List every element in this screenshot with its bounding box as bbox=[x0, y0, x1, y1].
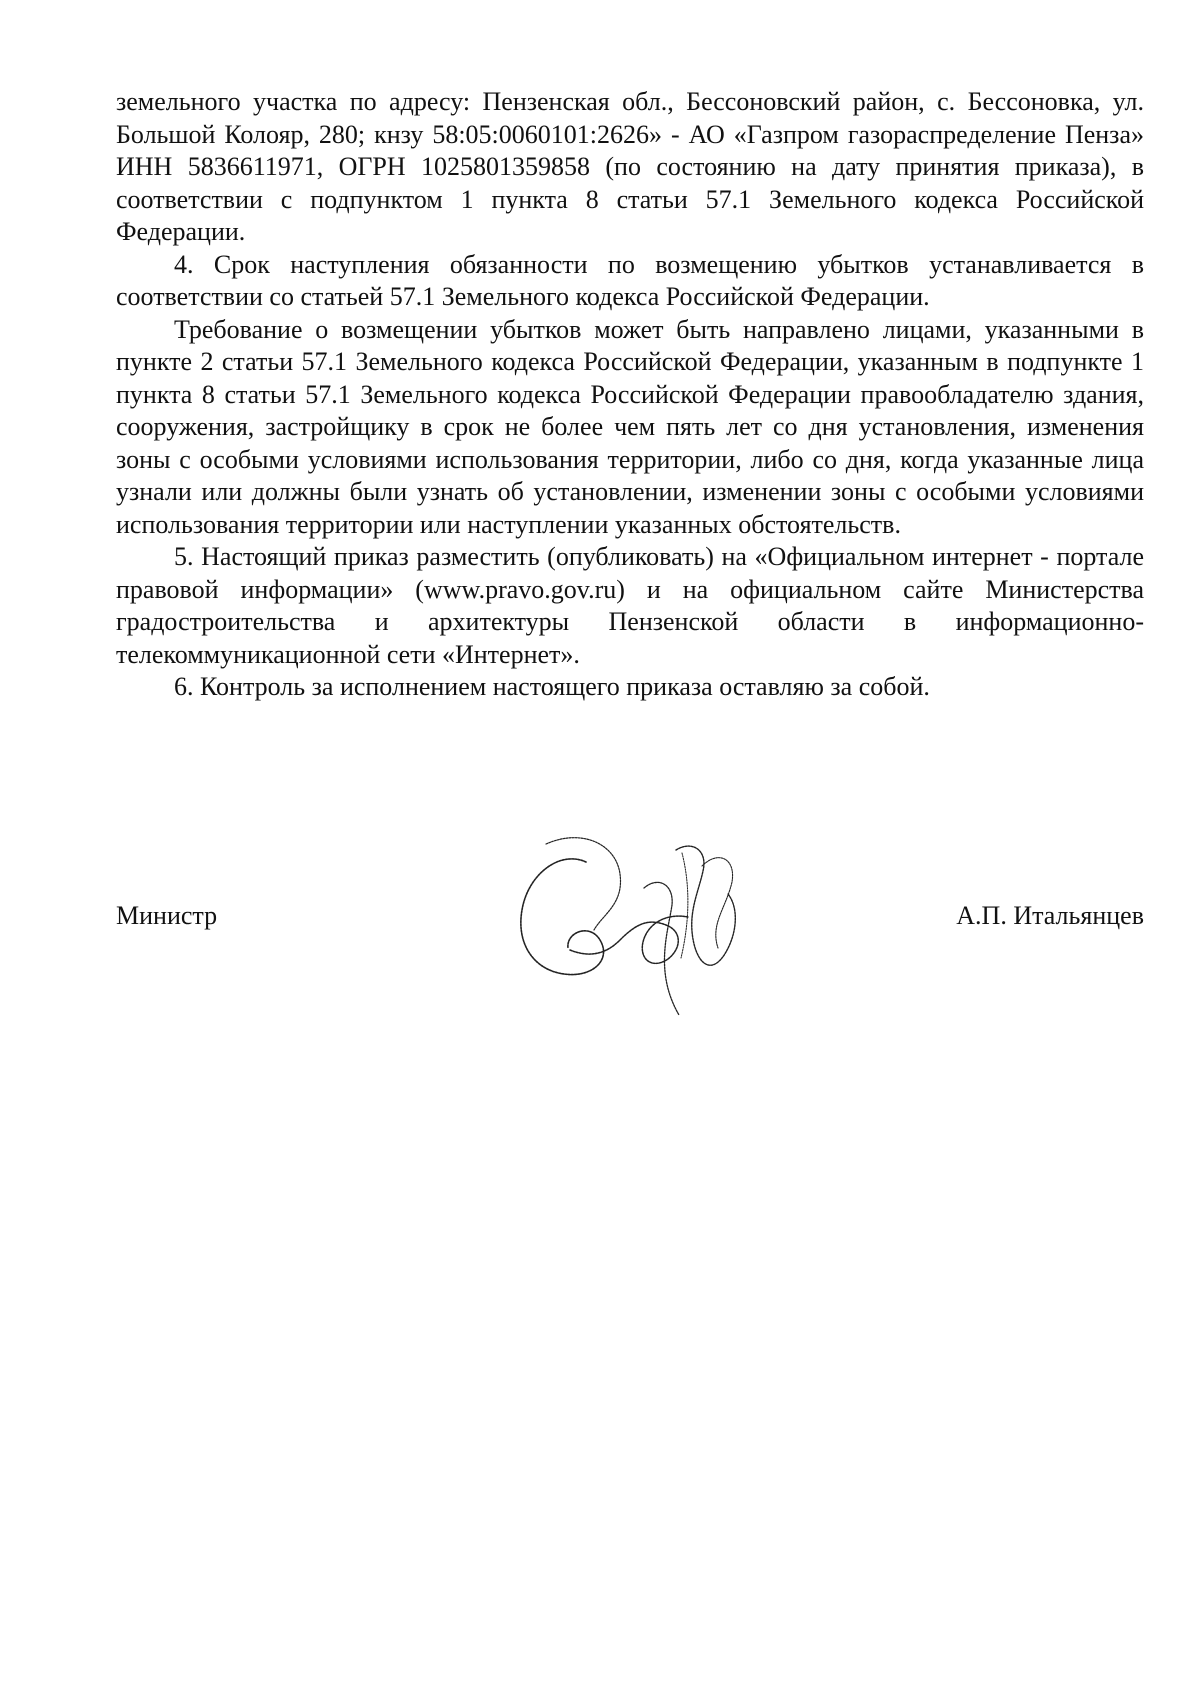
paragraph-item-6: 6. Контроль за исполнением настоящего приказа оставляю за собой. bbox=[174, 672, 930, 701]
handwritten-signature bbox=[498, 822, 778, 1022]
paragraph-compensation-requirement: Требование о возмещении убытков может быть направлено лицами, указанными в пункте 2 статьи 57.1 Земельного кодекса Российской Федерации, указанным в подпункте 1 пункта 8 статьи 57.1 Земельного кодекса Российской Федерации правообладателю здания, сооружения, застройщику в срок не более чем пять лет со дня установления, изменения зоны с особыми условиями использования территории, либо со дня, когда указанные лица узнали или должны были узнать об установлении, изменении зоны с особыми условиями использования территории или наступлении указанных обстоятельств. bbox=[116, 314, 1144, 539]
signer-name: А.П. Итальянцев bbox=[956, 901, 1144, 930]
paragraph-cadastral-continuation: земельного участка по адресу: Пензенская обл., Бессоновский район, с. Бессоновка, ул. Большой Колояр, 280; кнзу 58:05:0060101:2626» - АО «Газпром газораспределение Пенза» ИНН 5836611971, ОГРН 1025801359858 (по состоянию на дату принятия приказа), в соответствии с подпунктом 1 пункта 8 статьи 57.1 Земельного кодекса Российской Федерации. bbox=[116, 87, 1144, 246]
document-body bbox=[116, 86, 1144, 704]
paragraph-item-4: 4. Срок наступления обязанности по возмещению убытков устанавливается в соответствии со статьей 57.1 Земельного кодекса Российской Федерации. bbox=[116, 249, 1144, 311]
signer-position: Министр bbox=[116, 901, 218, 930]
paragraph-item-5: 5. Настоящий приказ разместить (опубликовать) на «Официальном интернет - портале правовой информации» (www.pravo.gov.ru) и на официальном сайте Министерства градостроительства и архитектуры Пензенской области в информационно-телекоммуникационной сети «Интернет». bbox=[116, 542, 1144, 669]
